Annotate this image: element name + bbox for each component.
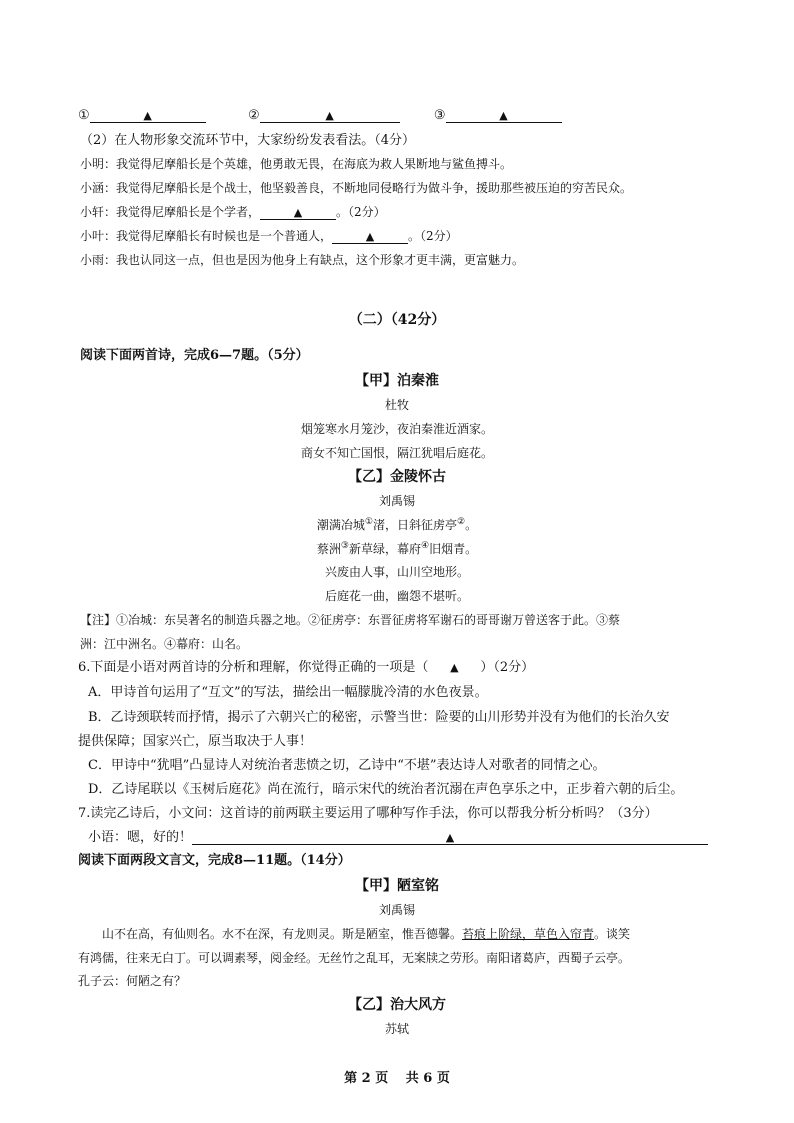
xiaoxuan-text: 小轩：我觉得尼摩船长是个学者，: [80, 205, 261, 219]
prose-a-line-3: 孔子云：何陋之有？: [78, 974, 187, 988]
triangle-icon: ▲: [143, 109, 152, 122]
poem-b-text: 。: [465, 518, 478, 532]
poem-b-title: 【乙】金陵怀古: [348, 469, 446, 485]
poem-a-title: 【甲】泊秦淮: [355, 373, 439, 389]
notes-line-2: 洲：江中洲名。④幕府：山名。: [80, 637, 249, 651]
blank-label-2: ②: [247, 108, 260, 123]
xiaoye-comment: [80, 229, 458, 244]
footnote-marker-1: ①: [364, 517, 373, 527]
answer-blank-2[interactable]: [260, 108, 400, 123]
prose-a-line-1: [102, 927, 630, 941]
poem-b-text: 蔡洲: [316, 542, 341, 556]
q7-stem: 7.读完乙诗后，小文问：这首诗的前两联主要运用了哪种写作手法，你可以帮我分析分析吗？（3分）: [78, 806, 658, 821]
footnote-marker-2: ②: [457, 517, 466, 527]
xiaoming-comment: 小明：我觉得尼摩船长是个英雄，他勇敢无畏，在海底为救人果断地与鲨鱼搏斗。: [80, 157, 513, 171]
xiaoyu-comment: 小雨：我也认同这一点，但也是因为他身上有缺点，这个形象才更丰满，更富魅力。: [80, 253, 525, 267]
prose-intro: 阅读下面两段文言文，完成8—11题。（14分）: [78, 853, 351, 868]
xiaohan-comment: 小涵：我觉得尼摩船长是个战士，他坚毅善良，不断地同侵略行为做斗争，援助那些被压迫的穷苦民众。: [80, 181, 633, 195]
blank-label-3: ③: [433, 108, 446, 123]
notes-line-1: 【注】①冶城：东吴著名的制造兵器之地。②征虏亭：东晋征虏将军谢石的哥哥谢万曾送客于此。③蔡: [80, 613, 621, 627]
xiaoye-score: 。（2分）: [408, 229, 458, 243]
poem-b-text: 新草绿，幕府: [348, 542, 421, 556]
poem-b-line-4: 后庭花一曲，幽怨不堪听。: [324, 589, 469, 603]
prose-a-title: 【甲】陋室铭: [355, 878, 439, 894]
poem-a-author: 杜牧: [384, 398, 409, 412]
xiaoxuan-blank[interactable]: [260, 205, 336, 220]
footnote-marker-3: ③: [340, 541, 349, 551]
xiaoxuan-comment: [80, 205, 386, 220]
q7-answer-prefix: 小语：嗯，好的！: [88, 830, 193, 845]
answer-blank-3[interactable]: [446, 108, 562, 123]
triangle-icon: ▲: [293, 206, 303, 219]
blank-label-1: ①: [78, 108, 90, 123]
prose-a-text: 山不在高，有仙则名。水不在深，有龙则灵。斯是陋室，惟吾德馨。: [102, 927, 463, 941]
q6-option-b-line-1: B．乙诗颈联转而抒情，揭示了六朝兴亡的秘密，示警当世：险要的山川形势并没有为他们的长治久安: [88, 710, 670, 725]
triangle-icon: ▲: [445, 831, 455, 844]
q6-answer-slot[interactable]: [428, 660, 480, 676]
poem-b-author: 刘禹锡: [378, 494, 415, 508]
poem-b-line-1: [0, 517, 794, 532]
prose-b-title: 【乙】治大风方: [348, 997, 446, 1013]
poem-b-line-3: 兴废由人事，山川空地形。: [324, 565, 469, 579]
triangle-icon: ▲: [365, 230, 375, 243]
triangle-icon: ▲: [499, 109, 508, 122]
poem-b-text: 潮满冶城: [316, 518, 365, 532]
xiaoxuan-score: 。（2分）: [336, 205, 386, 219]
prose-a-underlined-sentence: 苔痕上阶绿，草色入帘青: [462, 927, 595, 941]
triangle-icon: ▲: [450, 661, 459, 674]
poems-intro: 阅读下面两首诗，完成6—7题。（5分）: [80, 348, 309, 363]
answer-blank-1[interactable]: [90, 108, 206, 123]
triangle-icon: ▲: [325, 109, 334, 122]
poem-b-text: 旧烟青。: [429, 542, 478, 556]
prose-b-author: 苏轼: [384, 1022, 409, 1036]
xiaoye-blank[interactable]: [332, 229, 408, 244]
poem-a-line-1: 烟笼寒水月笼沙，夜泊秦淮近酒家。: [300, 422, 493, 436]
q6-option-b-line-2: 提供保障；国家兴亡，原当取决于人事！: [78, 734, 313, 749]
poem-b-line-2: [0, 541, 794, 556]
q5-2-intro: （2）在人物形象交流环节中，大家纷纷发表看法。（4分）: [80, 133, 416, 148]
q7-answer-blank[interactable]: [192, 830, 708, 845]
q6-stem-text: 6.下面是小语对两首诗的分析和理解，你觉得正确的一项是（: [78, 660, 429, 675]
page-footer: 第 2 页 共 6 页: [344, 1071, 450, 1086]
q6-option-c: C．甲诗中“犹唱”凸显诗人对统治者悲愤之切，乙诗中“不堪”表达诗人对歌者的同情之心。: [88, 758, 606, 773]
section-title: （二）（42分）: [348, 312, 446, 328]
prose-a-text: 。谈笑: [594, 927, 631, 941]
fill-blank-row: [78, 108, 562, 124]
prose-a-author: 刘禹锡: [378, 903, 415, 917]
q6-stem: [78, 660, 534, 676]
prose-a-line-2: 有鸿儒，往来无白丁。可以调素琴，阅金经。无丝竹之乱耳，无案牍之劳形。南阳诸葛庐，西蜀子云亭。: [78, 951, 631, 965]
poem-b-text: 渚，日斜征虏亭: [372, 518, 457, 532]
footnote-marker-4: ④: [421, 541, 430, 551]
q7-answer-line: [88, 830, 708, 846]
q6-option-a: A．甲诗首句运用了“互文”的写法，描绘出一幅朦胧冷清的水色夜景。: [88, 685, 488, 700]
xiaoye-text: 小叶：我觉得尼摩船长有时候也是一个普通人，: [80, 229, 333, 243]
q6-score: ）（2分）: [480, 660, 535, 675]
poem-a-line-2: 商女不知亡国恨，隔江犹唱后庭花。: [300, 446, 493, 460]
q6-option-d: D．乙诗尾联以《玉树后庭花》尚在流行，暗示宋代的统治者沉溺在声色享乐之中，正步着六朝的后尘。: [88, 782, 684, 797]
